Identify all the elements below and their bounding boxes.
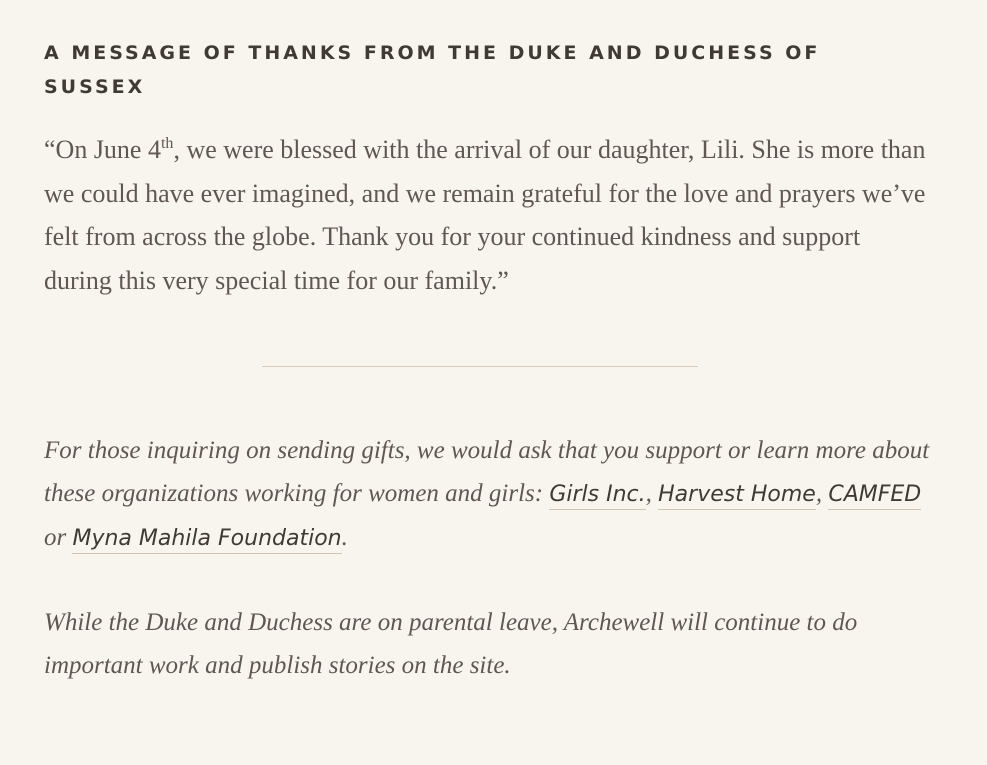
- gifts-intro: For those inquiring on sending gifts, we would ask that you support or learn more about these organizations working for women and girls:: [44, 437, 930, 507]
- gifts-separator-1: ,: [645, 480, 659, 507]
- parental-leave-paragraph: While the Duke and Duchess are on parental leave, Archewell will continue to do important work and publish stories on the site.: [44, 609, 858, 679]
- harvest-home-link[interactable]: Harvest Home: [658, 482, 816, 510]
- quote-text-start: “On June 4: [44, 135, 161, 164]
- date-ordinal-suffix: th: [160, 135, 174, 152]
- camfed-link[interactable]: CAMFED: [828, 482, 921, 510]
- myna-mahila-foundation-link[interactable]: Myna Mahila Foundation: [72, 526, 341, 554]
- thanks-quote: [44, 128, 929, 302]
- section-divider: [262, 366, 698, 367]
- girls-inc-link[interactable]: Girls Inc.: [549, 482, 645, 510]
- gifts-ending-period: .: [341, 524, 348, 551]
- gifts-paragraph: [44, 429, 944, 560]
- quote-text-end: , we were blessed with the arrival of our daughter, Lili. She is more than we could have ever imagined, and we remain grateful for the love and prayers we’ve felt from across the globe. Thank you for your continued kindness and support during this very special time for our family.”: [44, 135, 926, 295]
- gifts-separator-or: or: [44, 524, 73, 551]
- message-heading: A MESSAGE OF THANKS FROM THE DUKE AND DUCHESS OF SUSSEX: [44, 42, 821, 98]
- gifts-separator-2: ,: [815, 480, 829, 507]
